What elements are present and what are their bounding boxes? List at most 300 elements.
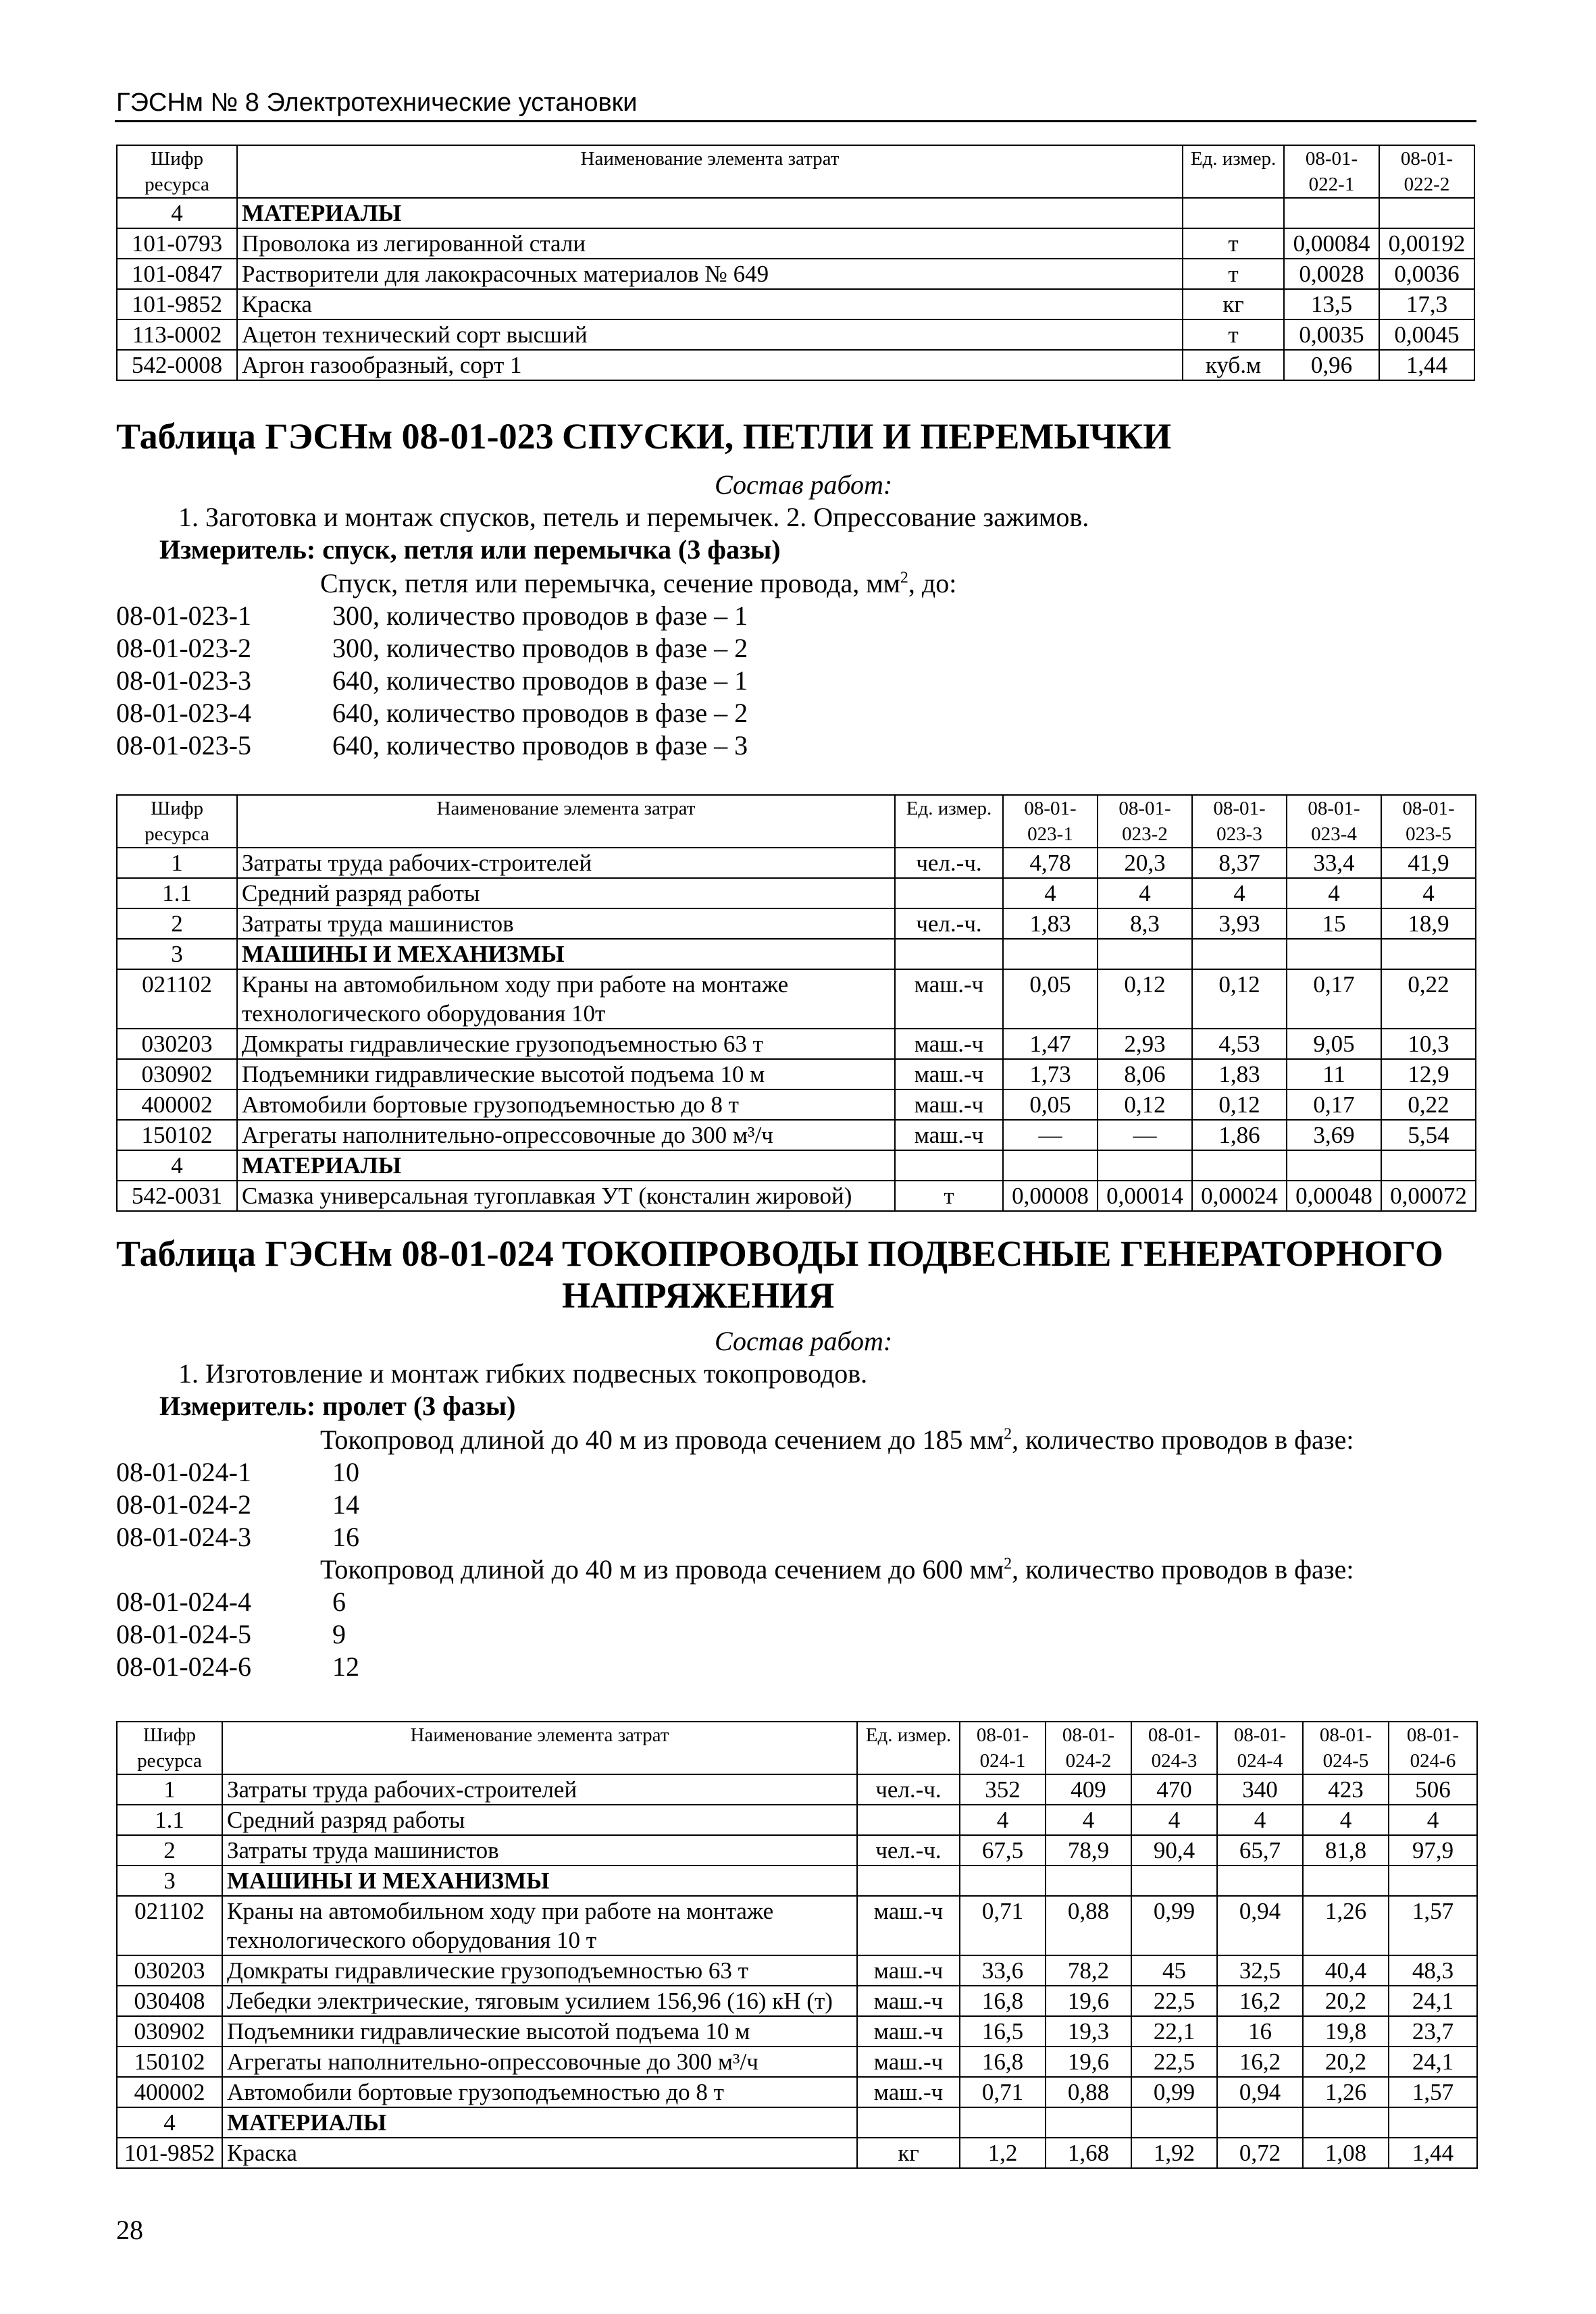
value-cell: 81,8 <box>1303 1835 1389 1866</box>
unit-cell <box>857 1805 960 1835</box>
norm-code: 08-01-023-4 <box>116 698 251 728</box>
value-cell: 1,68 <box>1046 2138 1131 2168</box>
group-intro-sup: 2 <box>1004 1425 1012 1443</box>
composition-text: 1. Изготовление и монтаж гибких подвесных токопроводов. <box>178 1358 868 1389</box>
value-cell: 4 <box>1192 878 1287 908</box>
cost-name-cell: Средний разряд работы <box>237 878 895 908</box>
unit-cell: маш.-ч <box>857 2016 960 2047</box>
value-cell: 13,5 <box>1284 289 1379 319</box>
resource-code-cell: 030203 <box>117 1955 222 1986</box>
table-row <box>117 1896 1477 1955</box>
value-cell: 0,71 <box>960 2077 1046 2107</box>
norm-description: 640, количество проводов в фазе – 3 <box>332 730 748 761</box>
col-header-unit: Ед. измер. <box>895 795 1003 848</box>
unit-cell: маш.-ч <box>895 969 1003 1029</box>
cost-name-cell: Домкраты гидравлические грузоподъемностью 63 т <box>222 1955 857 1986</box>
resource-code-cell: 400002 <box>117 2077 222 2107</box>
unit-cell <box>895 1150 1003 1181</box>
norm-code: 08-01-023-5 <box>116 730 251 761</box>
table-row <box>117 1120 1476 1150</box>
value-cell <box>1303 2107 1389 2138</box>
unit-cell <box>1183 198 1284 228</box>
value-cell: 0,12 <box>1192 1089 1287 1120</box>
value-cell <box>1389 2107 1477 2138</box>
group-intro-tail: , количество проводов в фазе: <box>1012 1424 1354 1455</box>
value-cell: 0,17 <box>1287 1089 1381 1120</box>
value-cell: 22,5 <box>1131 2047 1217 2077</box>
value-cell: — <box>1003 1120 1098 1150</box>
col-header-value: 08-01-024-5 <box>1303 1722 1389 1774</box>
value-cell <box>1131 2107 1217 2138</box>
norm-description: 10 <box>332 1457 359 1487</box>
value-cell: 11 <box>1287 1059 1381 1089</box>
unit-cell: маш.-ч <box>895 1120 1003 1150</box>
value-cell: 506 <box>1389 1774 1477 1805</box>
unit-cell: маш.-ч <box>895 1089 1003 1120</box>
norm-code: 08-01-024-5 <box>116 1619 251 1649</box>
value-cell <box>1098 939 1192 969</box>
value-cell: 409 <box>1046 1774 1131 1805</box>
value-cell: 352 <box>960 1774 1046 1805</box>
value-cell <box>1046 2107 1131 2138</box>
unit-cell: т <box>1183 319 1284 350</box>
value-cell <box>1389 1866 1477 1896</box>
resource-code-cell: 400002 <box>117 1089 237 1120</box>
table-row <box>117 259 1474 289</box>
value-cell: 4 <box>960 1805 1046 1835</box>
value-cell: 0,0035 <box>1284 319 1379 350</box>
value-cell: 10,3 <box>1381 1029 1476 1059</box>
table-row <box>117 228 1474 259</box>
resource-code-cell: 1.1 <box>117 878 237 908</box>
value-cell <box>1003 1150 1098 1181</box>
norm-description: 300, количество проводов в фазе – 1 <box>332 600 748 631</box>
unit-cell <box>857 2107 960 2138</box>
unit-cell: маш.-ч <box>857 1955 960 1986</box>
cost-name-cell: Аргон газообразный, сорт 1 <box>237 350 1183 380</box>
value-cell: 0,00048 <box>1287 1181 1381 1211</box>
table-header-row <box>117 145 1474 198</box>
resource-code-cell: 1 <box>117 1774 222 1805</box>
value-cell: 1,08 <box>1303 2138 1389 2168</box>
table-row <box>117 2016 1477 2047</box>
value-cell: 33,6 <box>960 1955 1046 1986</box>
value-cell: 0,99 <box>1131 1896 1217 1955</box>
resource-code-cell: 4 <box>117 2107 222 2138</box>
col-header-code: Шифр ресурса <box>117 795 237 848</box>
unit-cell: чел.-ч. <box>857 1774 960 1805</box>
value-cell <box>1379 198 1474 228</box>
unit-cell: чел.-ч. <box>895 908 1003 939</box>
value-cell: 0,17 <box>1287 969 1381 1029</box>
resource-code-cell: 4 <box>117 1150 237 1181</box>
value-cell: 4 <box>1098 878 1192 908</box>
value-cell: 4 <box>1131 1805 1217 1835</box>
value-cell <box>1303 1866 1389 1896</box>
value-cell: 0,88 <box>1046 2077 1131 2107</box>
value-cell <box>1098 1150 1192 1181</box>
value-cell: 340 <box>1217 1774 1303 1805</box>
resource-code-cell: 150102 <box>117 2047 222 2077</box>
value-cell: 1,44 <box>1379 350 1474 380</box>
table-row <box>117 350 1474 380</box>
value-cell: 4 <box>1389 1805 1477 1835</box>
resource-code-cell: 021102 <box>117 969 237 1029</box>
table-label: Таблица ГЭСНм 08-01-024 <box>116 1233 554 1274</box>
value-cell: 423 <box>1303 1774 1389 1805</box>
value-cell: 3,93 <box>1192 908 1287 939</box>
cost-table-08-01-024 <box>116 1721 1478 2169</box>
norm-code: 08-01-023-1 <box>116 600 251 631</box>
cost-table-08-01-022 <box>116 145 1475 381</box>
value-cell: 16,8 <box>960 1986 1046 2016</box>
cost-name-cell: Автомобили бортовые грузоподъемностью до 8 т <box>222 2077 857 2107</box>
table-row <box>117 908 1476 939</box>
table-row <box>117 969 1476 1029</box>
value-cell: 0,12 <box>1192 969 1287 1029</box>
cost-name-cell: Затраты труда рабочих-строителей <box>222 1774 857 1805</box>
table-row <box>117 878 1476 908</box>
value-cell <box>1046 1866 1131 1896</box>
value-cell: 20,2 <box>1303 1986 1389 2016</box>
value-cell: 1,83 <box>1003 908 1098 939</box>
norm-description: 300, количество проводов в фазе – 2 <box>332 633 748 663</box>
value-cell: 4 <box>1381 878 1476 908</box>
resource-code-cell: 4 <box>117 198 237 228</box>
group-intro-main: Токопровод длиной до 40 м из провода сечением до 185 мм <box>320 1424 1004 1455</box>
table-title-line1: ТОКОПРОВОДЫ ПОДВЕСНЫЕ ГЕНЕРАТОРНОГО <box>562 1233 1443 1274</box>
intro-text <box>320 567 956 600</box>
table-header-row <box>117 1722 1477 1774</box>
unit-cell <box>895 939 1003 969</box>
resource-code-cell: 101-9852 <box>117 289 237 319</box>
norm-code: 08-01-023-3 <box>116 665 251 696</box>
value-cell: 12,9 <box>1381 1059 1476 1089</box>
unit-cell: чел.-ч. <box>857 1835 960 1866</box>
table-row <box>117 848 1476 878</box>
value-cell <box>1381 939 1476 969</box>
cost-name-cell: МАШИНЫ И МЕХАНИЗМЫ <box>222 1866 857 1896</box>
value-cell: 0,22 <box>1381 969 1476 1029</box>
section-row <box>117 1150 1476 1181</box>
table-row <box>117 1774 1477 1805</box>
value-cell: 19,3 <box>1046 2016 1131 2047</box>
value-cell: 24,1 <box>1389 1986 1477 2016</box>
resource-code-cell: 101-0793 <box>117 228 237 259</box>
table-row <box>117 319 1474 350</box>
col-header-code: Шифр ресурса <box>117 145 237 198</box>
norm-code: 08-01-023-2 <box>116 633 251 663</box>
cost-name-cell: Домкраты гидравлические грузоподъемностью 63 т <box>237 1029 895 1059</box>
table-row <box>117 289 1474 319</box>
value-cell: 40,4 <box>1303 1955 1389 1986</box>
resource-code-cell: 113-0002 <box>117 319 237 350</box>
value-cell: 4 <box>1303 1805 1389 1835</box>
value-cell: 0,22 <box>1381 1089 1476 1120</box>
unit-cell: чел.-ч. <box>895 848 1003 878</box>
cost-name-cell: Затраты труда машинистов <box>222 1835 857 1866</box>
col-header-value: 08-01-024-6 <box>1389 1722 1477 1774</box>
value-cell: 19,6 <box>1046 2047 1131 2077</box>
col-header-value: 08-01-022-2 <box>1379 145 1474 198</box>
section-row <box>117 939 1476 969</box>
measure-text: Измеритель: пролет (3 фазы) <box>159 1391 516 1421</box>
value-cell: 22,1 <box>1131 2016 1217 2047</box>
value-cell: 4 <box>1217 1805 1303 1835</box>
resource-code-cell: 030902 <box>117 2016 222 2047</box>
value-cell: 0,00072 <box>1381 1181 1476 1211</box>
unit-cell: маш.-ч <box>895 1059 1003 1089</box>
value-cell <box>1192 939 1287 969</box>
unit-cell: т <box>895 1181 1003 1211</box>
col-header-name: Наименование элемента затрат <box>237 795 895 848</box>
value-cell: — <box>1098 1120 1192 1150</box>
value-cell: 1,73 <box>1003 1059 1098 1089</box>
resource-code-cell: 1.1 <box>117 1805 222 1835</box>
value-cell: 0,05 <box>1003 1089 1098 1120</box>
page-number: 28 <box>116 2215 143 2245</box>
cost-name-cell: Проволока из легированной стали <box>237 228 1183 259</box>
value-cell: 1,57 <box>1389 2077 1477 2107</box>
value-cell: 0,12 <box>1098 1089 1192 1120</box>
value-cell: 97,9 <box>1389 1835 1477 1866</box>
cost-name-cell: Подъемники гидравлические высотой подъема 10 м <box>237 1059 895 1089</box>
value-cell: 19,6 <box>1046 1986 1131 2016</box>
cost-name-cell: Затраты труда рабочих-строителей <box>237 848 895 878</box>
value-cell: 0,0036 <box>1379 259 1474 289</box>
intro-main: Спуск, петля или перемычка, сечение провода, мм <box>320 568 900 598</box>
resource-code-cell: 021102 <box>117 1896 222 1955</box>
value-cell: 16,5 <box>960 2016 1046 2047</box>
value-cell: 3,69 <box>1287 1120 1381 1150</box>
cost-name-cell: Смазка универсальная тугоплавкая УТ (консталин жировой) <box>237 1181 895 1211</box>
cost-name-cell: МАТЕРИАЛЫ <box>222 2107 857 2138</box>
table-row <box>117 2138 1477 2168</box>
value-cell: 15 <box>1287 908 1381 939</box>
value-cell: 17,3 <box>1379 289 1474 319</box>
unit-cell: т <box>1183 228 1284 259</box>
value-cell: 78,2 <box>1046 1955 1131 1986</box>
value-cell: 0,0045 <box>1379 319 1474 350</box>
value-cell: 0,96 <box>1284 350 1379 380</box>
value-cell <box>1217 1866 1303 1896</box>
col-header-value: 08-01-024-3 <box>1131 1722 1217 1774</box>
col-header-unit: Ед. измер. <box>857 1722 960 1774</box>
resource-code-cell: 030902 <box>117 1059 237 1089</box>
section-row <box>117 198 1474 228</box>
value-cell: 16 <box>1217 2016 1303 2047</box>
value-cell <box>1287 939 1381 969</box>
cost-name-cell: МАШИНЫ И МЕХАНИЗМЫ <box>237 939 895 969</box>
value-cell: 0,71 <box>960 1896 1046 1955</box>
norm-description: 9 <box>332 1619 346 1649</box>
value-cell: 1,92 <box>1131 2138 1217 2168</box>
value-cell: 16,8 <box>960 2047 1046 2077</box>
unit-cell: т <box>1183 259 1284 289</box>
section-row <box>117 1866 1477 1896</box>
group-intro-tail: , количество проводов в фазе: <box>1012 1554 1354 1585</box>
norm-code: 08-01-024-6 <box>116 1651 251 1682</box>
unit-cell <box>857 1866 960 1896</box>
norm-description: 16 <box>332 1522 359 1552</box>
col-header-name: Наименование элемента затрат <box>237 145 1183 198</box>
cost-name-cell: Краны на автомобильном ходу при работе на монтаже технологического оборудования 10т <box>237 969 895 1029</box>
unit-cell: куб.м <box>1183 350 1284 380</box>
value-cell: 0,94 <box>1217 1896 1303 1955</box>
table-row <box>117 1059 1476 1089</box>
group-intro-1 <box>320 1424 1354 1456</box>
value-cell: 1,57 <box>1389 1896 1477 1955</box>
unit-cell <box>895 878 1003 908</box>
value-cell <box>1381 1150 1476 1181</box>
value-cell: 1,26 <box>1303 2077 1389 2107</box>
norm-description: 14 <box>332 1489 359 1520</box>
value-cell: 0,00008 <box>1003 1181 1098 1211</box>
value-cell: 1,86 <box>1192 1120 1287 1150</box>
value-cell: 0,05 <box>1003 969 1098 1029</box>
cost-name-cell: Ацетон технический сорт высший <box>237 319 1183 350</box>
norm-code: 08-01-024-4 <box>116 1587 251 1617</box>
group-intro-sup: 2 <box>1004 1555 1012 1573</box>
unit-cell: маш.-ч <box>895 1029 1003 1059</box>
value-cell: 470 <box>1131 1774 1217 1805</box>
value-cell: 1,2 <box>960 2138 1046 2168</box>
col-header-name: Наименование элемента затрат <box>222 1722 857 1774</box>
table-title-line2: НАПРЯЖЕНИЯ <box>562 1275 835 1316</box>
resource-code-cell: 101-9852 <box>117 2138 222 2168</box>
cost-name-cell: Растворители для лакокрасочных материалов № 649 <box>237 259 1183 289</box>
value-cell <box>1287 1150 1381 1181</box>
cost-name-cell: Краны на автомобильном ходу при работе на монтаже технологического оборудования 10 т <box>222 1896 857 1955</box>
value-cell: 2,93 <box>1098 1029 1192 1059</box>
col-header-code: Шифр ресурса <box>117 1722 222 1774</box>
value-cell: 16,2 <box>1217 2047 1303 2077</box>
table-row <box>117 1805 1477 1835</box>
table-header-row <box>117 795 1476 848</box>
resource-code-cell: 3 <box>117 1866 222 1896</box>
norm-code: 08-01-024-3 <box>116 1522 251 1552</box>
intro-tail: , до: <box>908 568 957 598</box>
value-cell: 1,47 <box>1003 1029 1098 1059</box>
value-cell <box>1003 939 1098 969</box>
col-header-value: 08-01-023-5 <box>1381 795 1476 848</box>
col-header-value: 08-01-023-4 <box>1287 795 1381 848</box>
value-cell: 16,2 <box>1217 1986 1303 2016</box>
value-cell <box>1131 1866 1217 1896</box>
value-cell: 0,99 <box>1131 2077 1217 2107</box>
resource-code-cell: 2 <box>117 908 237 939</box>
composition-text: 1. Заготовка и монтаж спусков, петель и перемычек. 2. Опрессование зажимов. <box>178 502 1089 532</box>
value-cell: 8,37 <box>1192 848 1287 878</box>
value-cell: 22,5 <box>1131 1986 1217 2016</box>
table-row <box>117 1835 1477 1866</box>
value-cell: 90,4 <box>1131 1835 1217 1866</box>
unit-cell: маш.-ч <box>857 1896 960 1955</box>
value-cell: 0,00192 <box>1379 228 1474 259</box>
value-cell: 8,06 <box>1098 1059 1192 1089</box>
resource-code-cell: 1 <box>117 848 237 878</box>
value-cell: 67,5 <box>960 1835 1046 1866</box>
value-cell: 0,12 <box>1098 969 1192 1029</box>
resource-code-cell: 3 <box>117 939 237 969</box>
unit-cell: маш.-ч <box>857 2047 960 2077</box>
resource-code-cell: 542-0008 <box>117 350 237 380</box>
cost-name-cell: Подъемники гидравлические высотой подъема 10 м <box>222 2016 857 2047</box>
value-cell: 1,83 <box>1192 1059 1287 1089</box>
value-cell: 45 <box>1131 1955 1217 1986</box>
table-row <box>117 2077 1477 2107</box>
value-cell: 4,53 <box>1192 1029 1287 1059</box>
value-cell: 4 <box>1046 1805 1131 1835</box>
value-cell: 19,8 <box>1303 2016 1389 2047</box>
value-cell: 18,9 <box>1381 908 1476 939</box>
value-cell: 0,00024 <box>1192 1181 1287 1211</box>
unit-cell: кг <box>1183 289 1284 319</box>
composition-label: Состав работ: <box>715 469 893 500</box>
unit-cell: маш.-ч <box>857 2077 960 2107</box>
value-cell: 20,2 <box>1303 2047 1389 2077</box>
table-row <box>117 1029 1476 1059</box>
cost-name-cell: Краска <box>222 2138 857 2168</box>
resource-code-cell: 030408 <box>117 1986 222 2016</box>
unit-cell: маш.-ч <box>857 1986 960 2016</box>
table-row <box>117 2047 1477 2077</box>
col-header-value: 08-01-023-1 <box>1003 795 1098 848</box>
value-cell: 0,94 <box>1217 2077 1303 2107</box>
col-header-value: 08-01-023-3 <box>1192 795 1287 848</box>
norm-code: 08-01-024-2 <box>116 1489 251 1520</box>
resource-code-cell: 542-0031 <box>117 1181 237 1211</box>
col-header-value: 08-01-024-2 <box>1046 1722 1131 1774</box>
value-cell: 24,1 <box>1389 2047 1477 2077</box>
cost-name-cell: Агрегаты наполнительно-опрессовочные до 300 м³/ч <box>222 2047 857 2077</box>
value-cell: 23,7 <box>1389 2016 1477 2047</box>
cost-name-cell: Агрегаты наполнительно-опрессовочные до 300 м³/ч <box>237 1120 895 1150</box>
value-cell: 4 <box>1003 878 1098 908</box>
header-rule <box>115 120 1476 122</box>
value-cell: 1,26 <box>1303 1896 1389 1955</box>
table-row <box>117 1955 1477 1986</box>
table-title: СПУСКИ, ПЕТЛИ И ПЕРЕМЫЧКИ <box>562 416 1172 457</box>
cost-name-cell: МАТЕРИАЛЫ <box>237 1150 895 1181</box>
page-header: ГЭСНм № 8 Электротехнические установки <box>116 88 638 117</box>
norm-description: 6 <box>332 1587 346 1617</box>
table-row <box>117 1181 1476 1211</box>
value-cell: 4 <box>1287 878 1381 908</box>
cost-table-08-01-023 <box>116 794 1476 1212</box>
value-cell: 33,4 <box>1287 848 1381 878</box>
cost-name-cell: Лебедки электрические, тяговым усилием 156,96 (16) кН (т) <box>222 1986 857 2016</box>
resource-code-cell: 2 <box>117 1835 222 1866</box>
composition-label: Состав работ: <box>715 1326 893 1356</box>
resource-code-cell: 030203 <box>117 1029 237 1059</box>
norm-description: 12 <box>332 1651 359 1682</box>
value-cell: 9,05 <box>1287 1029 1381 1059</box>
value-cell <box>960 2107 1046 2138</box>
cost-name-cell: МАТЕРИАЛЫ <box>237 198 1183 228</box>
norm-description: 640, количество проводов в фазе – 1 <box>332 665 748 696</box>
cost-name-cell: Средний разряд работы <box>222 1805 857 1835</box>
value-cell: 0,00084 <box>1284 228 1379 259</box>
table-row <box>117 1089 1476 1120</box>
value-cell: 0,0028 <box>1284 259 1379 289</box>
col-header-value: 08-01-024-1 <box>960 1722 1046 1774</box>
value-cell: 0,88 <box>1046 1896 1131 1955</box>
value-cell <box>960 1866 1046 1896</box>
value-cell: 0,72 <box>1217 2138 1303 2168</box>
value-cell: 4,78 <box>1003 848 1098 878</box>
resource-code-cell: 101-0847 <box>117 259 237 289</box>
